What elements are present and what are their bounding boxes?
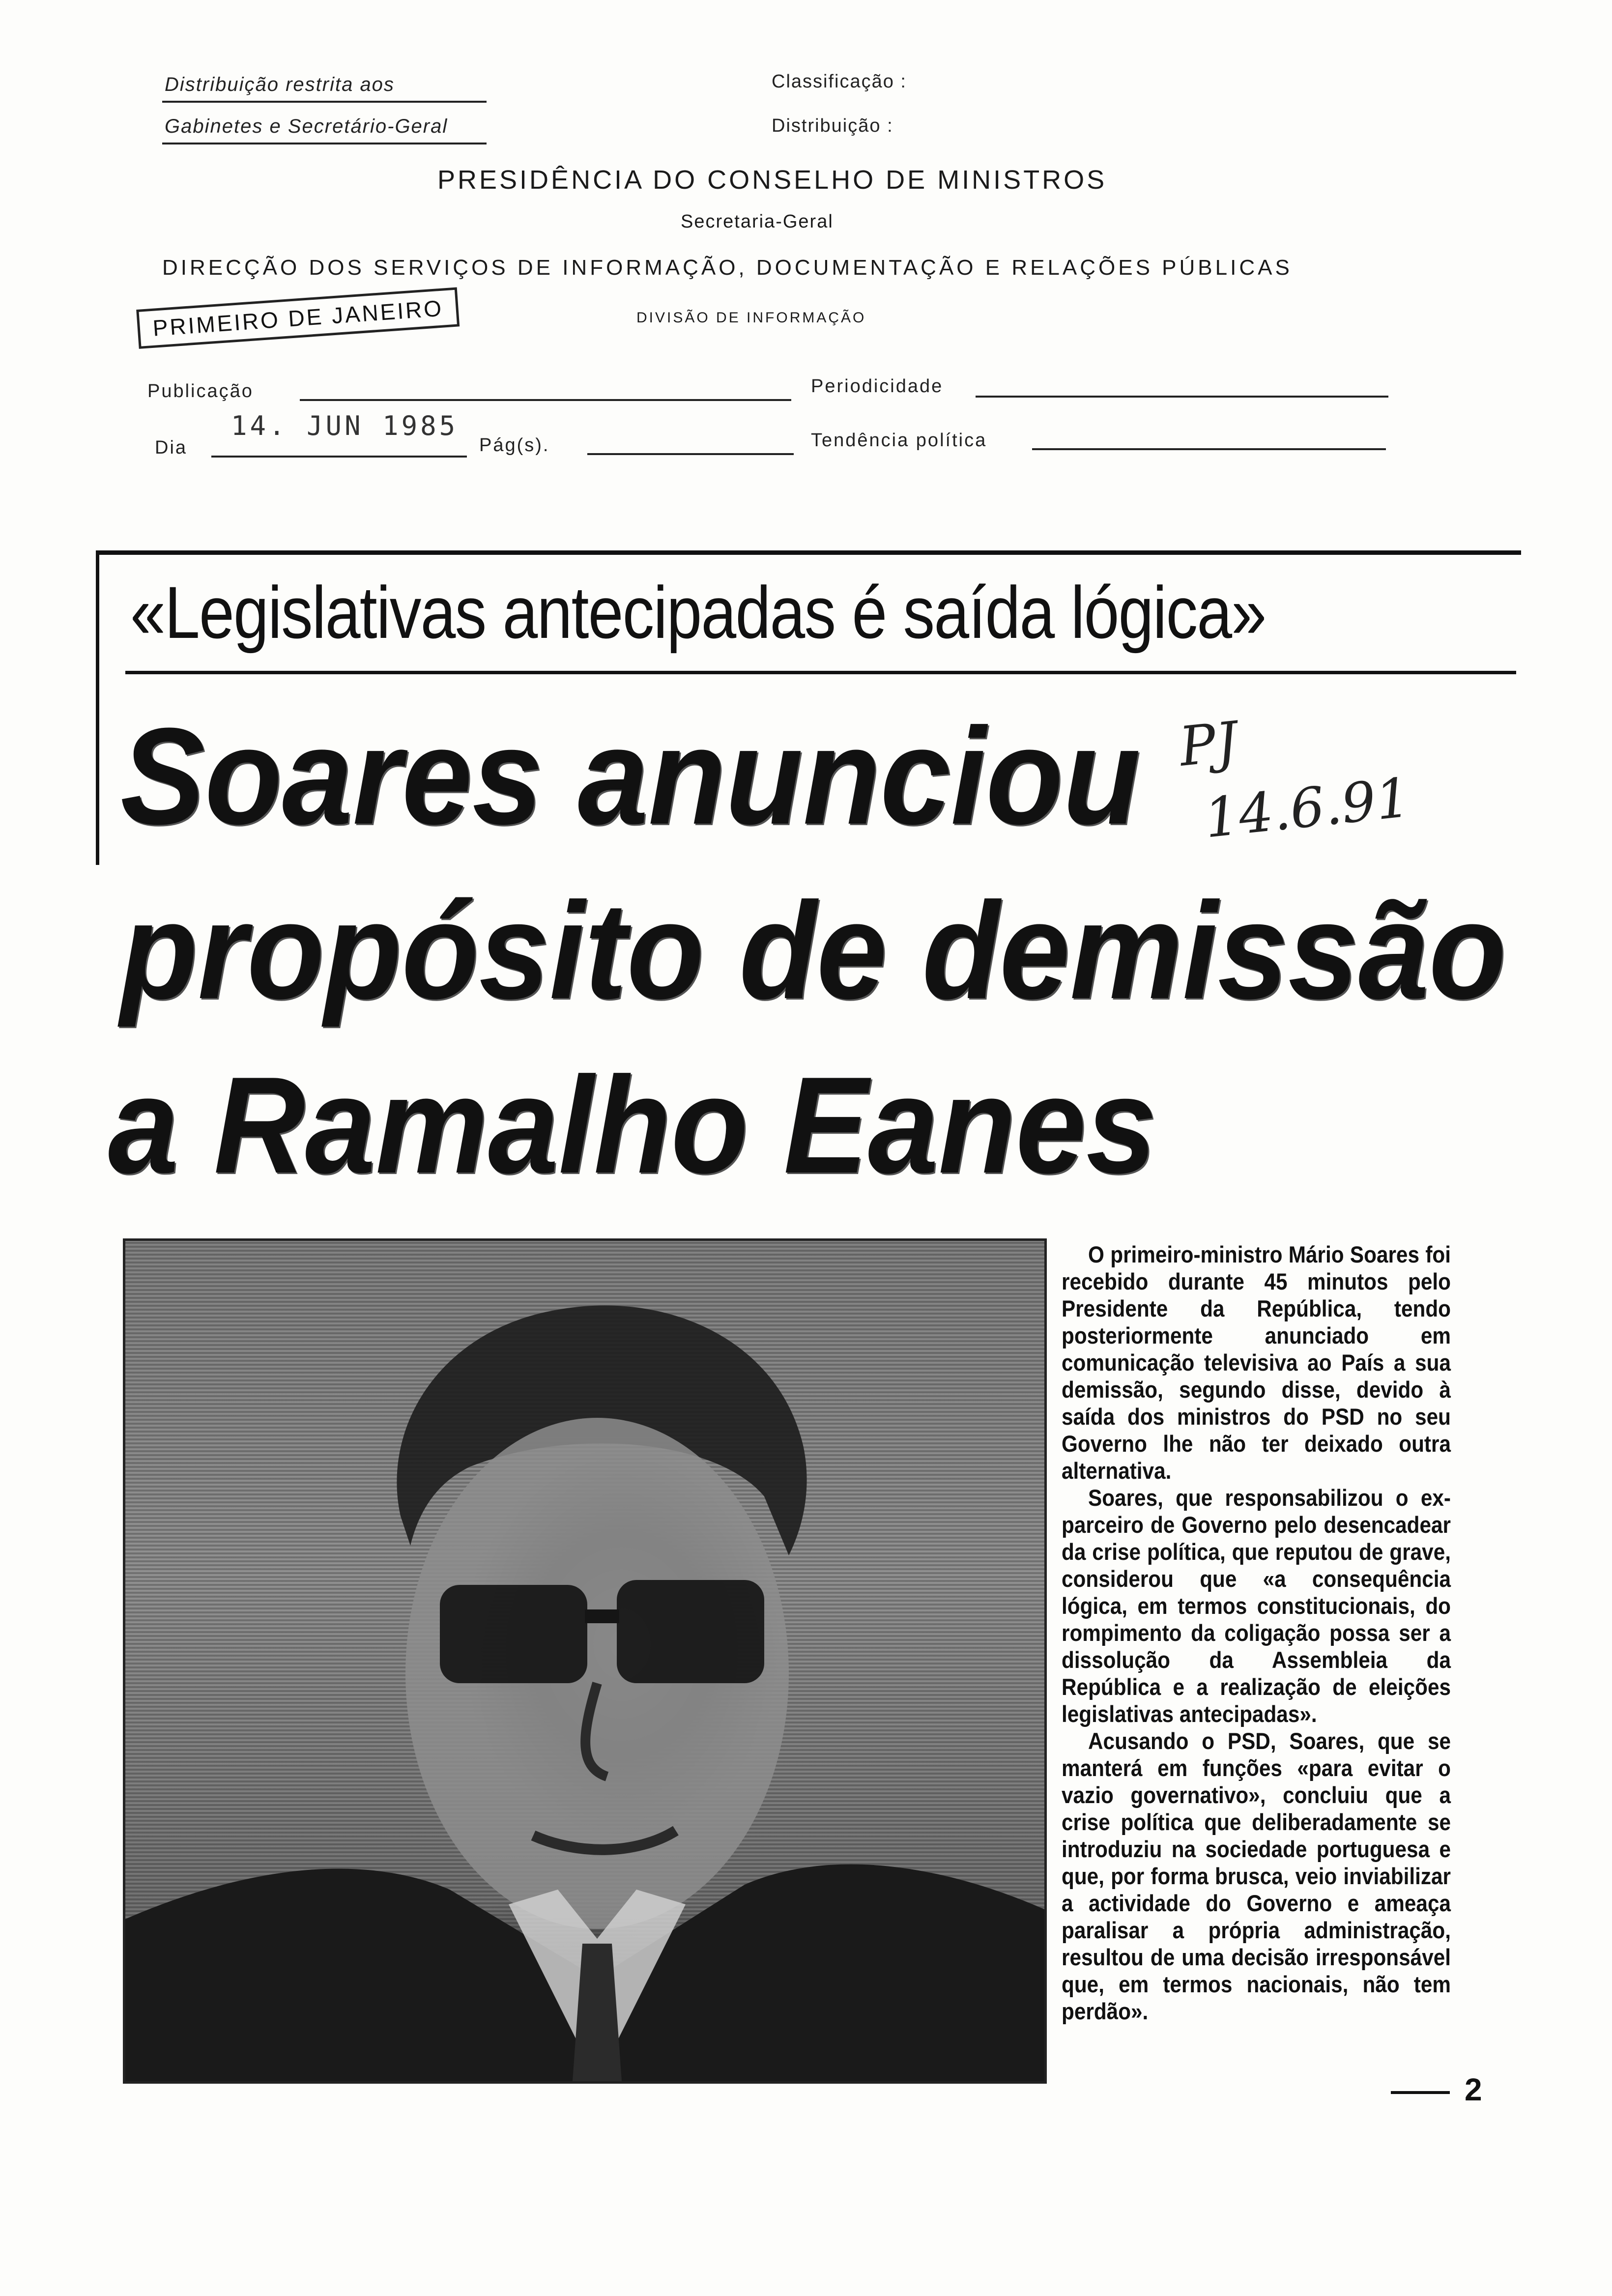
clipping-top-rule <box>96 550 1521 555</box>
publication-stamp: PRIMEIRO DE JANEIRO <box>136 287 460 348</box>
divider <box>162 101 487 103</box>
restricted-distribution-line1: Distribuição restrita aos <box>165 74 395 95</box>
glasses-bridge <box>585 1609 619 1623</box>
dia-line <box>211 456 467 458</box>
tendencia-line <box>1032 448 1386 450</box>
article-paragraph: Soares, que responsabilizou o ex-parceiro de Governo pelo desencadear da crise política, que reputou de grave, considerou que «a consequência lógica, em termos constitucionais, do rompimento da coligação possa ser a dissolução da Assembleia da República e a realização de eleições legislativas antecipadas». <box>1062 1485 1451 1727</box>
publicacao-line <box>300 399 791 401</box>
page-number: 2 <box>1465 2072 1482 2107</box>
article-photo <box>123 1238 1047 2084</box>
tendencia-label: Tendência política <box>811 430 987 451</box>
headline-line-3: a Ramalho Eanes <box>108 1049 1157 1202</box>
portrait-illustration <box>125 1241 1044 2081</box>
pags-label: Pág(s). <box>479 435 550 456</box>
classificacao-label: Classificação : <box>772 71 907 92</box>
divider <box>162 143 487 144</box>
divisao-informacao: DIVISÃO DE INFORMAÇÃO <box>636 310 866 326</box>
glasses-right-lens <box>617 1580 764 1683</box>
headline-line-2: propósito de demissão <box>120 874 1506 1028</box>
dia-label: Dia <box>155 437 188 458</box>
page-number-dash <box>1391 2091 1450 2094</box>
presidencia-title: PRESIDÊNCIA DO CONSELHO DE MINISTROS <box>437 165 1107 195</box>
clipping-left-rule <box>96 550 99 865</box>
headline-line-1: Soares anunciou <box>120 700 1141 853</box>
article-paragraph: Acusando o PSD, Soares, que se manterá em funções «para evitar o vazio governativo», concluiu que a crise política que deliberadamente se introduziu na sociedade portuguesa e que, por forma brusca, veio inviabilizar a actividade do Governo e ameaça paralisar a própria administração, resultou de uma decisão irresponsável que, em termos nacionais, não tem perdão». <box>1062 1728 1451 2024</box>
pags-line <box>587 453 794 455</box>
direccao-servicos: DIRECÇÃO DOS SERVIÇOS DE INFORMAÇÃO, DOCUMENTAÇÃO E RELAÇÕES PÚBLICAS <box>162 256 1293 280</box>
kicker-rule <box>125 671 1516 674</box>
publicacao-label: Publicação <box>147 381 254 402</box>
article-kicker: «Legislativas antecipadas é saída lógica» <box>130 571 1266 654</box>
periodicidade-label: Periodicidade <box>811 376 944 397</box>
periodicidade-line <box>976 396 1388 398</box>
article-paragraph: O primeiro-ministro Mário Soares foi recebido durante 45 minutos pelo Presidente da República, tendo posteriormente anunciado em comunicação televisiva ao País a sua demissão, segundo disse, devido à saída dos ministros do PSD no seu Governo lhe não ter deixado outra alternativa. <box>1062 1241 1451 1484</box>
restricted-distribution-line2: Gabinetes e Secretário-Geral <box>165 115 448 137</box>
handwritten-note-date: 14.6.91 <box>1201 766 1413 850</box>
distribuicao-label: Distribuição : <box>772 115 893 136</box>
secretaria-geral: Secretaria-Geral <box>681 211 834 232</box>
glasses-left-lens <box>440 1585 587 1683</box>
date-stamp: 14. JUN 1985 <box>231 410 459 441</box>
article-body <box>1062 1241 1451 2025</box>
handwritten-note-initials: PJ <box>1176 710 1241 778</box>
